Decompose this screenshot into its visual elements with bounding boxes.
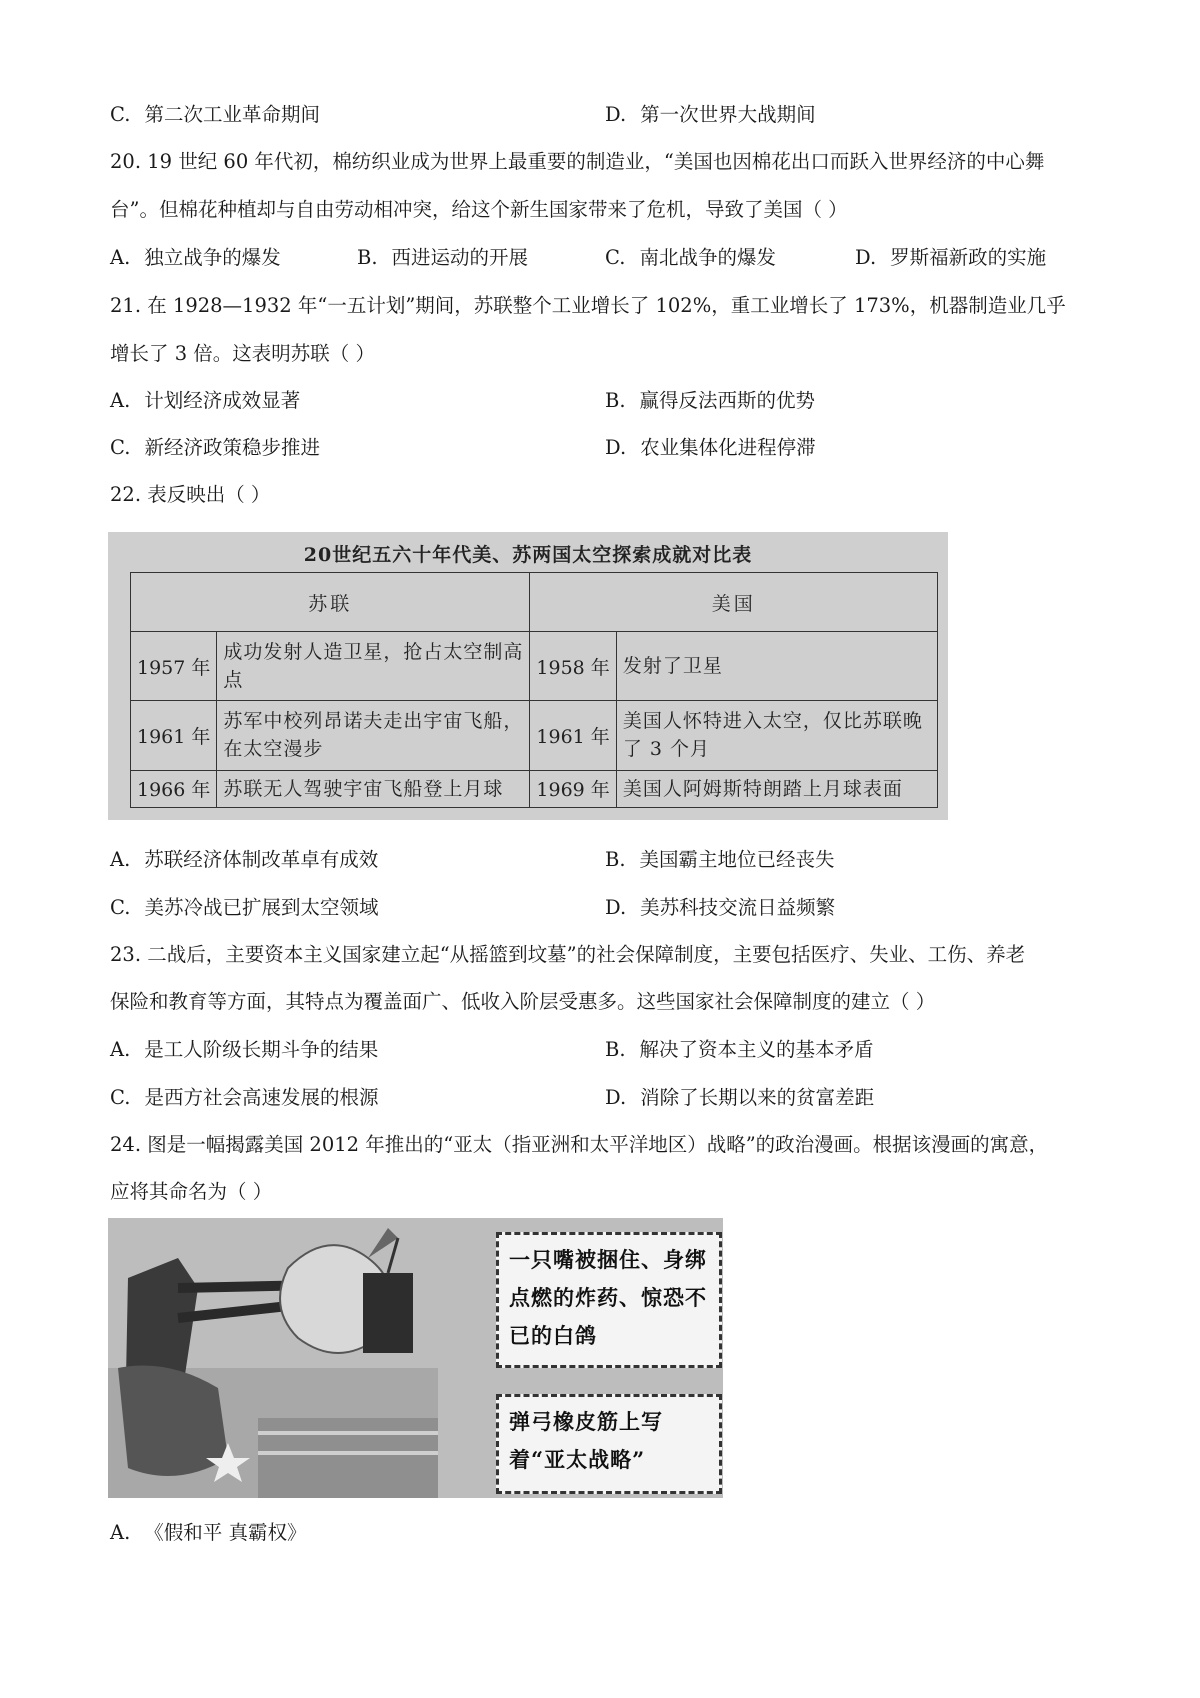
table-row	[131, 770, 938, 808]
q21-option-d: D. 农业集体化进程停滞	[605, 436, 816, 459]
cartoon-caption-band: 弹弓橡皮筋上写着“亚太战略”	[496, 1394, 722, 1494]
q24-stem-line-2: 应将其命名为（ ）	[110, 1180, 273, 1203]
political-cartoon-image	[108, 1218, 723, 1498]
table-row	[131, 701, 938, 770]
q23-stem-line-2: 保险和教育等方面，其特点为覆盖面广、低收入阶层受惠多。这些国家社会保障制度的建立（ ）	[110, 990, 936, 1013]
q20-stem-line-1: 20. 19 世纪 60 年代初，棉纺织业成为世界上最重要的制造业，“美国也因棉花出口而跃入世界经济的中心舞	[110, 150, 1045, 173]
usa-event: 发射了卫星	[616, 632, 937, 701]
q20-option-d: D. 罗斯福新政的实施	[855, 246, 1047, 269]
q21-option-a: A. 计划经济成效显著	[110, 389, 301, 412]
q19-option-d: D. 第一次世界大战期间	[605, 103, 816, 126]
usa-year: 1961 年	[530, 701, 616, 770]
usa-year: 1958 年	[530, 632, 616, 701]
q19-option-c: C. 第二次工业革命期间	[110, 103, 320, 126]
q22-option-d: D. 美苏科技交流日益频繁	[605, 896, 836, 919]
q20-option-b: B. 西进运动的开展	[357, 246, 529, 269]
space-race-table-image	[108, 532, 948, 820]
usa-year: 1969 年	[530, 770, 616, 808]
ussr-event: 成功发射人造卫星，抢占太空制高点	[217, 632, 530, 701]
table-row	[131, 632, 938, 701]
usa-event: 美国人怀特进入太空，仅比苏联晚了 3 个月	[616, 701, 937, 770]
ussr-event: 苏联无人驾驶宇宙飞船登上月球	[217, 770, 530, 808]
table-header-row	[131, 573, 938, 632]
q21-stem-line-2: 增长了 3 倍。这表明苏联（ ）	[110, 342, 376, 365]
q23-option-a: A. 是工人阶级长期斗争的结果	[110, 1038, 379, 1061]
table-title: 20世纪五六十年代美、苏两国太空探索成就对比表	[303, 544, 753, 566]
q23-option-d: D. 消除了长期以来的贫富差距	[605, 1086, 875, 1109]
q22-option-b: B. 美国霸主地位已经丧失	[605, 848, 835, 871]
cartoon-caption-dove: 一只嘴被捆住、身绑点燃的炸药、惊恐不已的白鸽	[496, 1232, 722, 1368]
ussr-year: 1966 年	[131, 770, 217, 808]
q22-option-c: C. 美苏冷战已扩展到太空领域	[110, 896, 379, 919]
q21-stem-line-1: 21. 在 1928—1932 年“一五计划”期间，苏联整个工业增长了 102%，重工业增长了 173%，机器制造业几乎	[110, 294, 1066, 317]
ussr-event: 苏军中校列昂诺夫走出宇宙飞船，在太空漫步	[217, 701, 530, 770]
usa-event: 美国人阿姆斯特朗踏上月球表面	[616, 770, 937, 808]
q21-option-c: C. 新经济政策稳步推进	[110, 436, 320, 459]
header-usa: 美国	[530, 573, 938, 632]
ussr-year: 1957 年	[131, 632, 217, 701]
q23-option-c: C. 是西方社会高速发展的根源	[110, 1086, 379, 1109]
q22-option-a: A. 苏联经济体制改革卓有成效	[110, 848, 379, 871]
q23-option-b: B. 解决了资本主义的基本矛盾	[605, 1038, 874, 1061]
space-race-table	[130, 572, 938, 808]
q20-stem-line-2: 台”。但棉花种植却与自由劳动相冲突，给这个新生国家带来了危机，导致了美国（ ）	[110, 198, 848, 221]
q20-option-c: C. 南北战争的爆发	[605, 246, 776, 269]
q22-stem: 22. 表反映出（ ）	[110, 483, 271, 506]
q20-option-a: A. 独立战争的爆发	[110, 246, 281, 269]
ussr-year: 1961 年	[131, 701, 217, 770]
q24-option-a: A. 《假和平 真霸权》	[110, 1521, 307, 1544]
q21-option-b: B. 赢得反法西斯的优势	[605, 389, 816, 412]
q23-stem-line-1: 23. 二战后，主要资本主义国家建立起“从摇篮到坟墓”的社会保障制度，主要包括医疗、失业、工伤、养老	[110, 943, 1026, 966]
q24-stem-line-1: 24. 图是一幅揭露美国 2012 年推出的“亚太（指亚洲和太平洋地区）战略”的政治漫画。根据该漫画的寓意，	[110, 1133, 1049, 1156]
header-ussr: 苏联	[131, 573, 530, 632]
